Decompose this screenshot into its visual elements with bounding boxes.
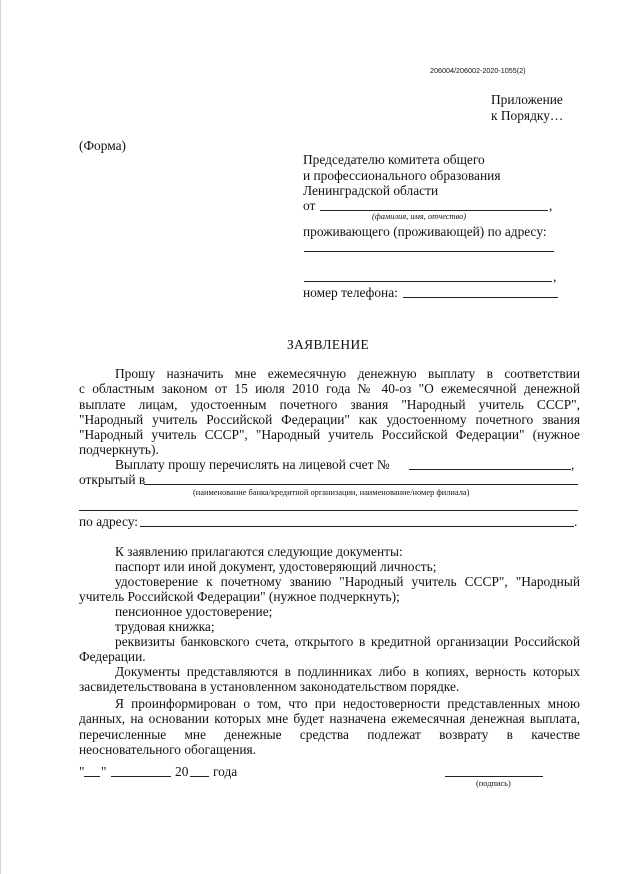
bank-name-field-2[interactable] — [79, 510, 578, 511]
phone-field[interactable] — [403, 297, 558, 298]
request-line-6: подчеркнуть). — [79, 442, 159, 457]
from-label: от — [303, 198, 316, 213]
account-comma: , — [571, 457, 575, 472]
phone-label: номер телефона: — [303, 285, 398, 300]
appendix-line-2: к Порядку… — [491, 108, 564, 123]
docs-bank-line-2: Федерации. — [79, 649, 146, 664]
addressee-line-2: и профессионального образования — [303, 168, 501, 183]
docs-certificate-line-1: удостоверение к почетному званию "Народный учитель СССР", "Народный — [115, 574, 580, 589]
docs-pension: пенсионное удостоверение; — [115, 604, 273, 619]
docs-passport: паспорт или иной документ, удостоверяющий личность; — [115, 559, 437, 574]
informed-line-4: неосновательного обогащения. — [79, 742, 257, 757]
applicant-name-hint: (фамилия, имя, отчество) — [372, 212, 467, 221]
informed-line-1: Я проинформирован о том, что при недостоверности представленных мною — [115, 696, 580, 711]
opened-in-label: открытый в — [79, 472, 146, 487]
bank-name-hint: (наименование банка/кредитной организации, наименование/номер филиала) — [193, 488, 470, 497]
address-field-1[interactable] — [304, 251, 554, 252]
date-close-quote: " — [101, 764, 107, 779]
request-line-2: с областным законом от 15 июля 2010 года № 40-оз "О ежемесячной денежной — [79, 381, 580, 396]
account-label: Выплату прошу перечислять на лицевой счет № — [115, 457, 390, 472]
date-day-field[interactable] — [84, 776, 100, 777]
page-edge — [0, 0, 1, 874]
date-month-field[interactable] — [111, 776, 171, 777]
addressee-line-3: Ленинградской области — [303, 183, 439, 198]
bank-address-label: по адресу: — [79, 514, 138, 529]
docs-intro: К заявлению прилагаются следующие документы: — [115, 544, 403, 559]
request-line-3: выплате лицам, удостоенным почетного звания "Народный учитель СССР", — [79, 397, 580, 412]
docs-labor-book: трудовая книжка; — [115, 619, 215, 634]
residing-label: проживающего (проживающей) по адресу: — [303, 224, 547, 239]
bank-address-field[interactable] — [140, 526, 574, 527]
bank-address-period: . — [574, 514, 578, 529]
signature-field[interactable] — [445, 776, 543, 777]
from-comma: , — [549, 198, 553, 213]
statement-title: ЗАЯВЛЕНИЕ — [287, 337, 370, 352]
account-number-field[interactable] — [409, 469, 571, 470]
signature-hint: (подпись) — [476, 779, 511, 788]
request-line-1: Прошу назначить мне ежемесячную денежную выплату в соответствии — [115, 366, 580, 381]
date-year-field[interactable] — [190, 776, 209, 777]
informed-line-2: данных, на основании которых мне будет назначена ежемесячная денежная выплата, — [79, 711, 580, 726]
appendix-line-1: Приложение — [491, 92, 563, 107]
bank-name-field[interactable] — [144, 484, 578, 485]
informed-line-3: перечисленные мне денежные средства подлежат возврату в качестве — [79, 727, 580, 742]
date-year-prefix: 20 — [175, 764, 189, 779]
document-code: 206004/206002-2020-1055(2) — [430, 66, 526, 75]
address-comma: , — [553, 269, 557, 284]
docs-bank-line-1: реквизиты банковского счета, открытого в кредитной организации Российской — [115, 634, 580, 649]
date-open-quote: " — [79, 764, 85, 779]
copies-line-1: Документы представляются в подлинниках либо в копиях, верность которых — [115, 664, 580, 679]
request-line-5: "Народный учитель СССР", "Народный учитель Российской Федерации" (нужное — [79, 427, 580, 442]
form-label: (Форма) — [79, 138, 127, 153]
request-line-4: "Народный учитель Российской Федерации" как удостоенному почетного звания — [79, 412, 580, 427]
copies-line-2: засвидетельствована в установленном законодательством порядке. — [79, 679, 460, 694]
docs-certificate-line-2: учитель Российской Федерации" (нужное подчеркнуть); — [79, 589, 400, 604]
addressee-line-1: Председателю комитета общего — [303, 152, 485, 167]
applicant-name-field[interactable] — [320, 210, 548, 211]
address-field-2[interactable] — [304, 281, 552, 282]
date-year-suffix: года — [213, 764, 238, 779]
